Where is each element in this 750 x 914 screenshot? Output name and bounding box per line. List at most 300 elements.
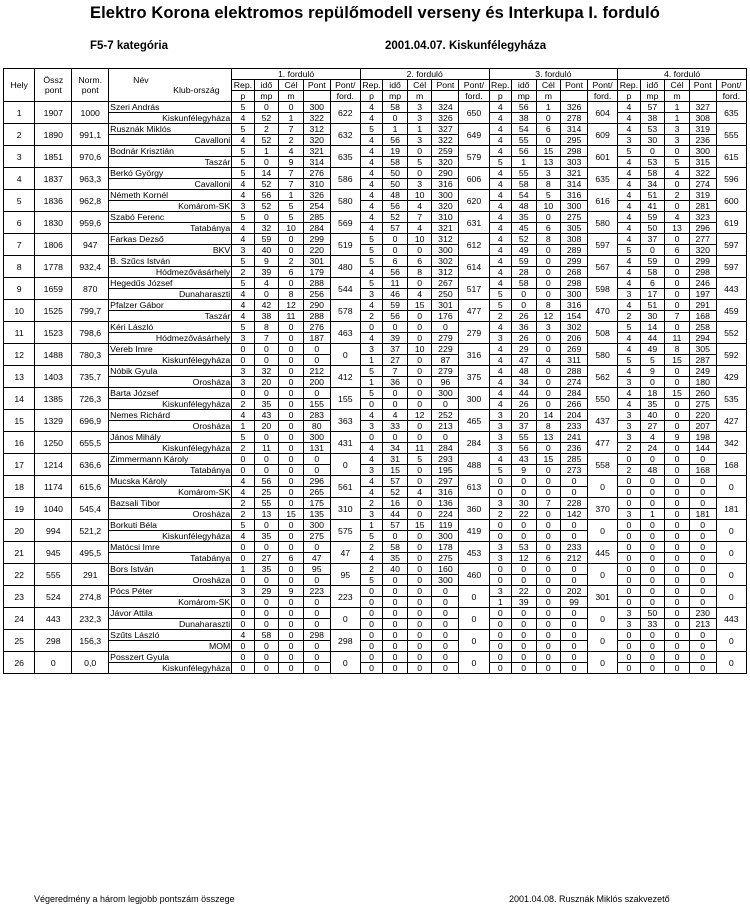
flight-value-cell: 200 [303,377,330,388]
flight-value-cell: 56 [383,201,408,212]
flight-value-cell: 3 [536,168,561,179]
flight-value-cell: 0 [383,531,408,542]
flight-value-cell: 0 [279,410,304,421]
flight-value-cell: 0 [232,641,254,652]
flight-value-cell: 0 [254,575,279,586]
flight-value-cell: 4 [618,234,640,245]
flight-value-cell: 206 [561,333,588,344]
round-points-cell: 592 [716,344,746,366]
round-points-cell: 596 [716,168,746,190]
normalized-points-cell: 495,5 [72,542,109,564]
flight-value-cell: 131 [303,443,330,454]
flight-value-cell: 0 [665,553,690,564]
round-points-cell: 463 [330,322,360,344]
flight-value-cell: 0 [279,641,304,652]
flight-value-cell: 4 [254,278,279,289]
flight-value-cell: 305 [561,223,588,234]
flight-value-cell: 43 [511,454,536,465]
flight-value-cell: 49 [640,344,665,355]
flight-value-cell: 0 [536,113,561,124]
subheader-m-r2: m [407,91,432,102]
club-cell: Cavalloni [109,179,232,190]
flight-value-cell: 55 [511,432,536,443]
pilot-name-cell: B. Szűcs István [109,256,232,267]
flight-value-cell: 13 [254,509,279,520]
normalized-points-cell: 1000 [72,102,109,124]
subheader-pontf-r4: Pont/ [716,80,746,91]
flight-value-cell: 3 [360,465,382,476]
flight-value-cell: 3 [489,432,511,443]
flight-value-cell: 50 [383,168,408,179]
flight-value-cell: 95 [303,564,330,575]
round-2-header: 2. forduló [360,69,489,80]
flight-value-cell: 0 [511,575,536,586]
round-points-cell: 0 [330,344,360,366]
flight-value-cell: 0 [254,520,279,531]
flight-value-cell: 0 [432,432,459,443]
flight-value-cell: 300 [303,432,330,443]
flight-value-cell: 0 [407,652,432,663]
flight-value-cell: 0 [407,553,432,564]
flight-value-cell: 12 [279,300,304,311]
flight-value-cell: 0 [232,597,254,608]
flight-value-cell: 4 [618,344,640,355]
place-cell: 2 [4,124,35,146]
flight-value-cell: 0 [665,377,690,388]
round-points-cell: 0 [459,586,489,608]
round-points-cell: 429 [716,366,746,388]
flight-value-cell: 302 [561,322,588,333]
subheader-ford-r1: ford. [330,91,360,102]
flight-value-cell: 49 [511,245,536,256]
flight-value-cell: 30 [640,135,665,146]
flight-value-cell: 4 [360,135,382,146]
flight-value-cell: 0 [254,344,279,355]
round-points-cell: 316 [459,344,489,366]
flight-value-cell: 5 [232,322,254,333]
flight-value-cell: 14 [640,322,665,333]
flight-value-cell: 322 [432,135,459,146]
subheader-rep-r3: Rep. [489,80,511,91]
flight-value-cell: 197 [689,289,716,300]
flight-value-cell: 0 [360,619,382,630]
flight-value-cell: 38 [640,113,665,124]
flight-value-cell: 4 [489,212,511,223]
pilot-name-cell: Farkas Dezső [109,234,232,245]
flight-value-cell: 34 [511,377,536,388]
flight-value-cell: 6 [536,124,561,135]
table-row [4,410,747,421]
flight-value-cell: 259 [432,146,459,157]
col-nev-klub: Név Klub-ország [109,69,232,102]
round-points-cell: 470 [587,300,617,322]
flight-value-cell: 44 [640,333,665,344]
subheader-ido-r3: idő [511,80,536,91]
flight-value-cell: 57 [383,520,408,531]
flight-value-cell: 26 [511,399,536,410]
pilot-name-cell: János Mihály [109,432,232,443]
flight-value-cell: 4 [618,157,640,168]
flight-value-cell: 4 [360,476,382,487]
flight-value-cell: 0 [489,476,511,487]
flight-value-cell: 2 [618,465,640,476]
flight-value-cell: 0 [383,432,408,443]
flight-value-cell: 37 [383,344,408,355]
flight-value-cell: 0 [254,465,279,476]
flight-value-cell: 266 [561,399,588,410]
flight-value-cell: 34 [640,179,665,190]
flight-value-cell: 4 [489,267,511,278]
flight-value-cell: 0 [640,245,665,256]
flight-value-cell: 4 [489,256,511,267]
flight-value-cell: 0 [232,652,254,663]
flight-value-cell: 0 [432,597,459,608]
flight-value-cell: 233 [561,542,588,553]
flight-value-cell: 4 [489,135,511,146]
col-hely: Hely [4,69,35,102]
flight-value-cell: 45 [511,223,536,234]
flight-value-cell: 0 [640,531,665,542]
pilot-name-cell: Nemes Richárd [109,410,232,421]
flight-value-cell: 0 [489,520,511,531]
flight-value-cell: 0 [279,344,304,355]
flight-value-cell: 4 [232,234,254,245]
flight-value-cell: 0 [618,454,640,465]
flight-value-cell: 312 [303,124,330,135]
flight-value-cell: 299 [689,256,716,267]
pilot-name-cell: Barta József [109,388,232,399]
flight-value-cell: 7 [536,498,561,509]
round-points-cell: 580 [330,190,360,212]
flight-value-cell: 0 [407,630,432,641]
flight-value-cell: 0 [618,586,640,597]
flight-value-cell: 3 [360,421,382,432]
total-points-cell: 1523 [35,322,72,344]
subheader-blank-r4 [689,91,716,102]
flight-value-cell: 3 [489,498,511,509]
flight-value-cell: 3 [618,432,640,443]
flight-value-cell: 4 [618,113,640,124]
flight-value-cell: 5 [360,366,382,377]
subheader-p-r2: p [360,91,382,102]
flight-value-cell: 5 [232,102,254,113]
flight-value-cell: 3 [232,586,254,597]
flight-value-cell: 4 [489,190,511,201]
place-cell: 13 [4,366,35,388]
flight-value-cell: 57 [640,102,665,113]
flight-value-cell: 0 [407,333,432,344]
club-cell: Tatabánya [109,223,232,234]
table-row-second-line [4,245,747,256]
flight-value-cell: 5 [232,124,254,135]
total-points-cell: 1525 [35,300,72,322]
round-points-cell: 561 [330,476,360,498]
flight-value-cell: 0 [536,289,561,300]
round-points-cell: 465 [459,410,489,432]
flight-value-cell: 0 [232,465,254,476]
flight-value-cell: 300 [303,520,330,531]
flight-value-cell: 302 [432,256,459,267]
flight-value-cell: 99 [561,597,588,608]
club-cell: Komárom-SK [109,487,232,498]
flight-value-cell: 0 [618,564,640,575]
flight-value-cell: 0 [536,333,561,344]
flight-value-cell: 0 [407,245,432,256]
flight-value-cell: 5 [360,531,382,542]
round-points-cell: 0 [587,652,617,674]
round-points-cell: 284 [459,432,489,454]
flight-value-cell: 279 [432,333,459,344]
flight-value-cell: 0 [383,575,408,586]
flight-value-cell: 0 [511,487,536,498]
flight-value-cell: 314 [561,179,588,190]
normalized-points-cell: 0,0 [72,652,109,674]
flight-value-cell: 299 [561,256,588,267]
total-points-cell: 1329 [35,410,72,432]
flight-value-cell: 224 [432,509,459,520]
total-points-cell: 1806 [35,234,72,256]
flight-value-cell: 0 [279,234,304,245]
round-points-cell: 279 [459,322,489,344]
round-points-cell: 477 [587,432,617,454]
flight-value-cell: 0 [383,234,408,245]
flight-value-cell: 0 [303,641,330,652]
flight-value-cell: 285 [561,454,588,465]
flight-value-cell: 275 [303,531,330,542]
flight-value-cell: 1 [360,355,382,366]
place-cell: 11 [4,322,35,344]
flight-value-cell: 0 [279,663,304,674]
table-row-second-line [4,619,747,630]
flight-value-cell: 0 [432,663,459,674]
flight-value-cell: 4 [407,289,432,300]
club-cell: Kiskunfélegyháza [109,113,232,124]
flight-value-cell: 0 [689,476,716,487]
flight-value-cell: 0 [232,542,254,553]
flight-value-cell: 0 [232,355,254,366]
subheader-pontf-r2: Pont/ [459,80,489,91]
flight-value-cell: 0 [665,256,690,267]
flight-value-cell: 0 [279,652,304,663]
flight-value-cell: 274 [689,179,716,190]
flight-value-cell: 51 [640,190,665,201]
round-points-cell: 300 [459,388,489,410]
place-cell: 9 [4,278,35,300]
flight-value-cell: 12 [407,410,432,421]
flight-value-cell: 4 [232,135,254,146]
flight-value-cell: 0 [689,498,716,509]
table-row-second-line [4,289,747,300]
subheader-ido-r2: idő [383,80,408,91]
flight-value-cell: 2 [360,542,382,553]
flight-value-cell: 0 [489,608,511,619]
flight-value-cell: 8 [536,421,561,432]
flight-value-cell: 33 [383,421,408,432]
flight-value-cell: 4 [489,366,511,377]
flight-value-cell: 269 [561,344,588,355]
flight-value-cell: 5 [489,300,511,311]
flight-value-cell: 324 [432,102,459,113]
flight-value-cell: 0 [511,476,536,487]
flight-value-cell: 30 [511,498,536,509]
table-row [4,212,747,223]
flight-value-cell: 0 [383,619,408,630]
flight-value-cell: 4 [489,168,511,179]
club-cell: Komárom-SK [109,201,232,212]
flight-value-cell: 0 [432,399,459,410]
flight-value-cell: 0 [489,652,511,663]
flight-value-cell: 0 [689,652,716,663]
flight-value-cell: 4 [232,190,254,201]
flight-value-cell: 8 [536,234,561,245]
flight-value-cell: 297 [432,476,459,487]
flight-value-cell: 5 [360,234,382,245]
flight-value-cell: 0 [561,476,588,487]
flight-value-cell: 0 [279,531,304,542]
total-points-cell: 1659 [35,278,72,300]
flight-value-cell: 0 [303,344,330,355]
club-cell: Kiskunfélegyháza [109,443,232,454]
flight-value-cell: 26 [511,333,536,344]
flight-value-cell: 0 [360,663,382,674]
table-row [4,432,747,443]
flight-value-cell: 4 [232,410,254,421]
total-points-cell: 1174 [35,476,72,498]
flight-value-cell: 0 [689,663,716,674]
flight-value-cell: 0 [536,663,561,674]
flight-value-cell: 24 [640,443,665,454]
club-cell: MOM [109,641,232,652]
flight-value-cell: 0 [640,498,665,509]
round-points-cell: 427 [716,410,746,432]
flight-value-cell: 0 [489,531,511,542]
flight-value-cell: 4 [360,443,382,454]
flight-value-cell: 0 [360,597,382,608]
flight-value-cell: 4 [360,267,382,278]
pilot-name-cell: Bors István [109,564,232,575]
flight-value-cell: 31 [383,454,408,465]
table-row-second-line [4,223,747,234]
flight-value-cell: 0 [618,498,640,509]
flight-value-cell: 20 [511,410,536,421]
flight-value-cell: 0 [254,641,279,652]
subheader-pont-r4: Pont [689,80,716,91]
flight-value-cell: 0 [640,597,665,608]
flight-value-cell: 0 [640,146,665,157]
flight-value-cell: 0 [640,377,665,388]
flight-value-cell: 0 [561,575,588,586]
flight-value-cell: 3 [232,333,254,344]
flight-value-cell: 5 [489,465,511,476]
flight-value-cell: 0 [407,575,432,586]
flight-value-cell: 0 [303,575,330,586]
pilot-name-cell: Vereb Imre [109,344,232,355]
flight-value-cell: 0 [489,487,511,498]
flight-value-cell: 96 [432,377,459,388]
flight-value-cell: 0 [536,652,561,663]
flight-value-cell: 0 [536,443,561,454]
flight-value-cell: 0 [665,267,690,278]
total-points-cell: 1830 [35,212,72,234]
normalized-points-cell: 970,6 [72,146,109,168]
flight-value-cell: 0 [511,520,536,531]
flight-value-cell: 3 [489,553,511,564]
flight-value-cell: 2 [360,498,382,509]
flight-value-cell: 4 [489,201,511,212]
total-points-cell: 1488 [35,344,72,366]
flight-value-cell: 58 [640,267,665,278]
flight-value-cell: 4 [489,322,511,333]
flight-value-cell: 7 [665,311,690,322]
flight-value-cell: 0 [618,641,640,652]
flight-value-cell: 1 [665,102,690,113]
flight-value-cell: 0 [536,619,561,630]
flight-value-cell: 0 [536,575,561,586]
flight-value-cell: 28 [511,267,536,278]
flight-value-cell: 0 [536,377,561,388]
total-points-cell: 1890 [35,124,72,146]
table-row-second-line [4,487,747,498]
flight-value-cell: 326 [303,190,330,201]
flight-value-cell: 5 [618,322,640,333]
flight-value-cell: 249 [689,366,716,377]
flight-value-cell: 7 [383,366,408,377]
club-cell: Dunaharaszti [109,289,232,300]
subheader-p-r4: p [618,91,640,102]
flight-value-cell: 0 [536,278,561,289]
flight-value-cell: 0 [254,542,279,553]
flight-value-cell: 15 [383,465,408,476]
flight-value-cell: 236 [561,443,588,454]
normalized-points-cell: 636,6 [72,454,109,476]
flight-value-cell: 17 [640,289,665,300]
flight-value-cell: 0 [689,575,716,586]
flight-value-cell: 236 [689,135,716,146]
club-cell: Taszár [109,311,232,322]
subheader-ido-r4: idő [640,80,665,91]
flight-value-cell: 320 [689,245,716,256]
flight-value-cell: 0 [618,663,640,674]
flight-value-cell: 300 [432,575,459,586]
flight-value-cell: 5 [232,520,254,531]
flight-value-cell: 0 [489,663,511,674]
flight-value-cell: 295 [561,135,588,146]
flight-value-cell: 6 [536,223,561,234]
round-points-cell: 155 [330,388,360,410]
flight-value-cell: 0 [640,476,665,487]
flight-value-cell: 175 [303,498,330,509]
flight-value-cell: 0 [279,102,304,113]
flight-value-cell: 311 [561,355,588,366]
flight-value-cell: 0 [536,564,561,575]
flight-value-cell: 4 [489,179,511,190]
flight-value-cell: 0 [279,245,304,256]
flight-value-cell: 0 [665,289,690,300]
table-row-second-line [4,201,747,212]
flight-value-cell: 0 [407,476,432,487]
flight-value-cell: 0 [511,630,536,641]
flight-value-cell: 4 [618,388,640,399]
flight-value-cell: 0 [303,454,330,465]
table-body [4,102,747,674]
flight-value-cell: 35 [383,553,408,564]
table-row [4,256,747,267]
round-points-cell: 181 [716,498,746,520]
flight-value-cell: 1 [383,124,408,135]
flight-value-cell: 319 [689,190,716,201]
flight-value-cell: 3 [232,377,254,388]
total-points-cell: 1214 [35,454,72,476]
